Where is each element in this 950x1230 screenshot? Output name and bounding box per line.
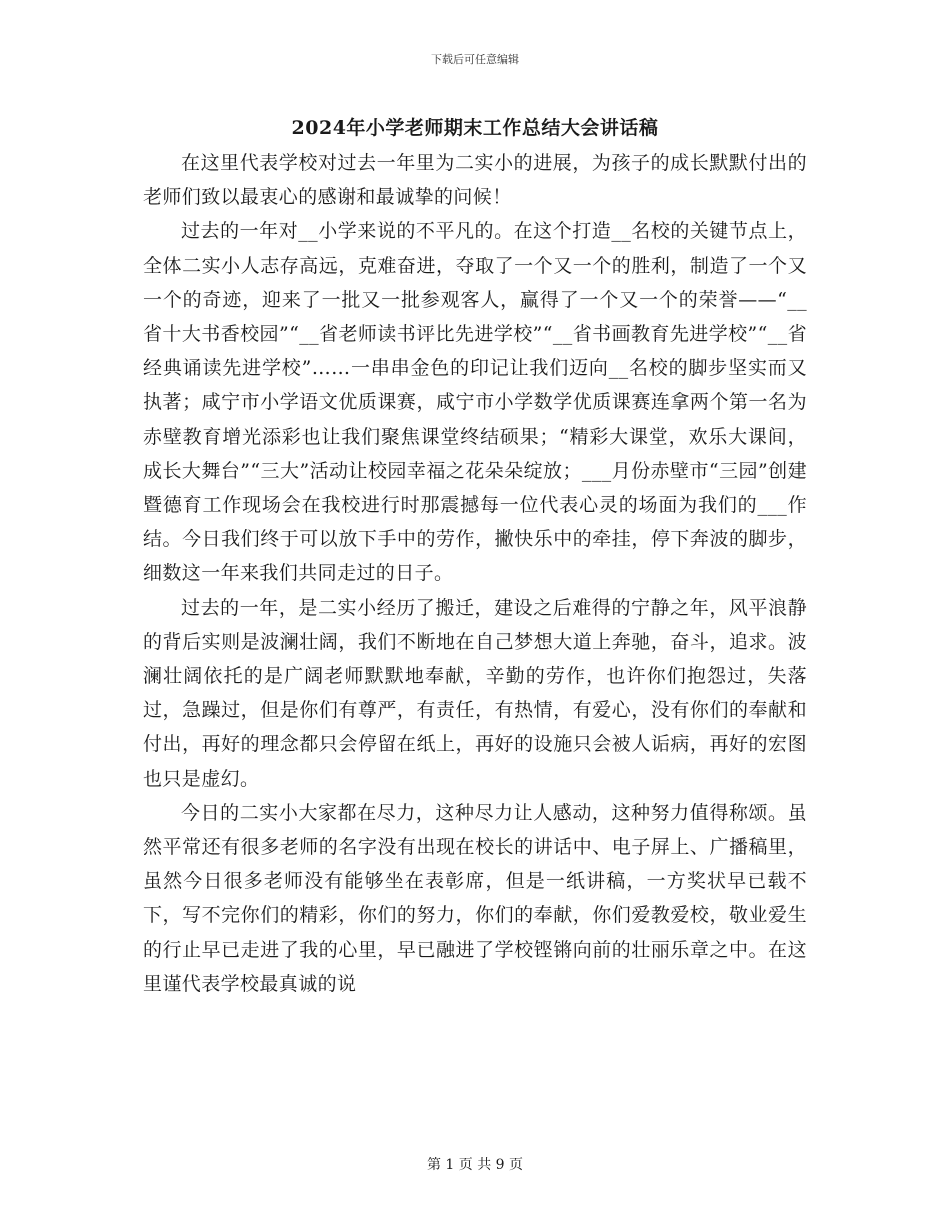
paragraph-2: 过去的一年对__小学来说的不平凡的。在这个打造__名校的关键节点上，全体二实小人志存高远，克难奋进，夺取了一个又一个的胜利，制造了一个又一个的奇迹，迎来了一批又一批参观客人，赢得了一个又一个的荣誉——“__省十大书香校园”“__省老师读书评比先进学校”“__省书画教育先进学校”“__省经典诵读先进学校”……一串串金色的印记让我们迈向__名校的脚步坚实而又执著；咸宁市小学语文优质课赛，咸宁市小学数学优质课赛连拿两个第一名为赤壁教育增光添彩也让我们聚焦课堂终结硕果；“精彩大课堂，欢乐大课间，成长大舞台”“三大”活动让校园幸福之花朵朵绽放；___月份赤壁市“三园”创建暨德育工作现场会在我校进行时那震撼每一位代表心灵的场面为我们的___作结。今日我们终于可以放下手中的劳作，撇快乐中的牵挂，停下奔波的脚步，细数这一年来我们共同走过的日子。 [143, 220, 807, 585]
paragraph-4: 今日的二实小大家都在尽力，这种尽力让人感动，这种努力值得称颂。虽然平常还有很多老师的名字没有出现在校长的讲话中、电子屏上、广播稿里，虽然今日很多老师没有能够坐在表彰席，但是一纸讲稿，一方奖状早已载不下，写不完你们的精彩，你们的努力，你们的奉献，你们爱教爱校，敬业爱生的行止早已走进了我的心里，早已融进了学校铿锵向前的壮丽乐章之中。在这里谨代表学校最真诚的说 [143, 801, 807, 995]
page-number-footer: 第 1 页 共 9 页 [426, 1157, 524, 1173]
page-header-note: 下载后可任意编辑 [431, 53, 519, 66]
paragraph-3: 过去的一年，是二实小经历了搬迁，建设之后难得的宁静之年，风平浪静的背后实则是波澜壮阔，我们不断地在自己梦想大道上奔驰，奋斗，追求。波澜壮阔依托的是广阔老师默默地奉献，辛勤的劳作，也许你们抱怨过，失落过，急躁过，但是你们有尊严，有责任，有热情，有爱心，没有你们的奉献和付出，再好的理念都只会停留在纸上，再好的设施只会被人诟病，再好的宏图也只是虚幻。 [143, 596, 807, 790]
paragraph-1: 在这里代表学校对过去一年里为二实小的进展，为孩子的成长默默付出的老师们致以最衷心的感谢和最诚挚的问候！ [143, 152, 807, 209]
document-body [143, 146, 807, 1001]
document-title: 2024年小学老师期末工作总结大会讲话稿 [291, 117, 659, 139]
